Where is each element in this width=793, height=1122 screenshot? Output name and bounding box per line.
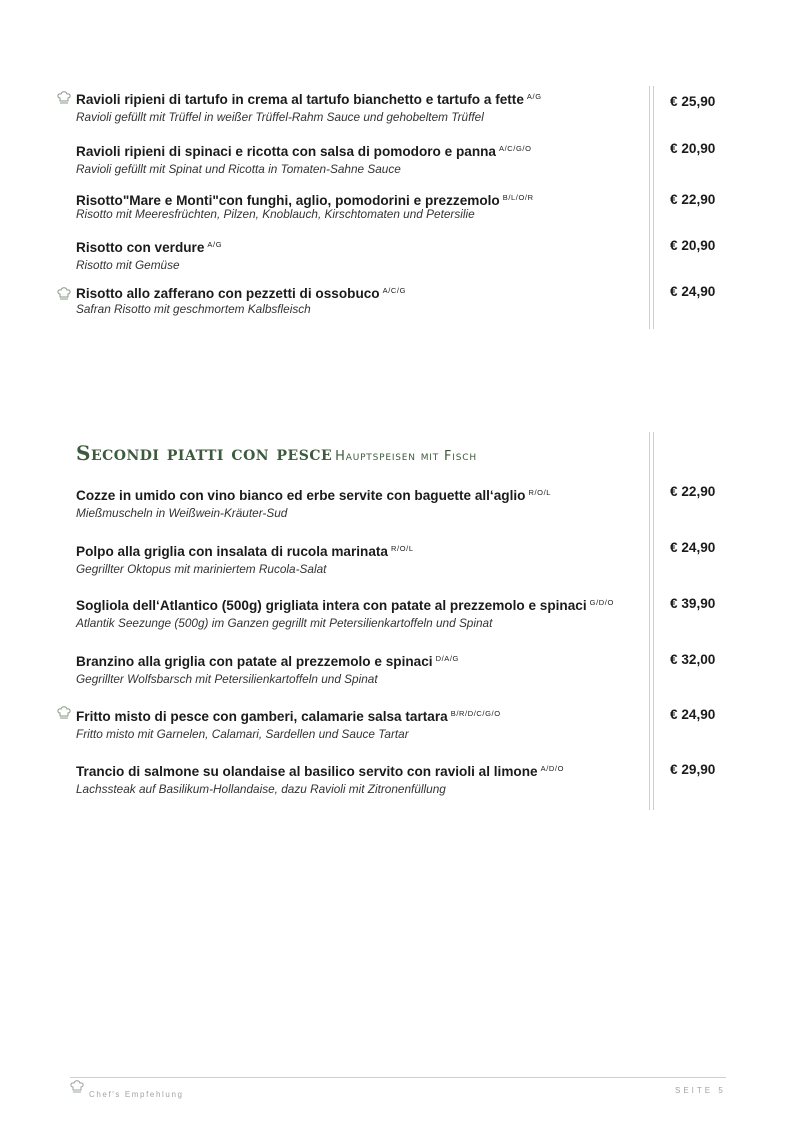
dish-name: Ravioli ripieni di tartufo in crema al tartufo bianchetto e tartufo a fette $^{A/G}$ — [76, 92, 542, 107]
allergen-codes: R/O/L — [391, 544, 414, 553]
chef-hat-icon — [70, 1080, 84, 1096]
menu-item — [76, 485, 656, 521]
dish-price: € 20,90 — [670, 238, 716, 253]
dish-translation: Atlantik Seezunge (500g) im Ganzen gegrillt mit Petersilienkartoffeln und Spinat — [76, 616, 493, 630]
dish-translation: Gegrillter Oktopus mit mariniertem Rucola-Salat — [76, 562, 327, 576]
allergen-codes: A/G — [207, 240, 223, 249]
dish-name: Risotto con verdure $^{A/G}$ — [76, 240, 223, 255]
dish-translation: Ravioli gefüllt mit Spinat und Ricotta in Tomaten-Sahne Sauce — [76, 162, 401, 176]
menu-item — [76, 595, 656, 631]
dish-name: Sogliola dell‘Atlantico (500g) grigliata intera con patate al prezzemolo e spinaci $^{G/D/O}$ — [76, 598, 614, 613]
dish-name: Risotto allo zafferano con pezzetti di ossobuco $^{A/C/G}$ — [76, 286, 407, 301]
dish-price: € 24,90 — [670, 707, 716, 722]
section-title — [76, 441, 477, 465]
menu-item — [76, 706, 656, 742]
chef-hat-icon — [57, 91, 71, 107]
allergen-codes: A/D/O — [540, 764, 565, 773]
dish-name: Risotto"Mare e Monti"con funghi, aglio, pomodorini e prezzemolo $^{B/L/O/R}$ — [76, 193, 534, 208]
dish-translation: Mießmuscheln in Weißwein-Kräuter-Sud — [76, 506, 288, 520]
menu-item — [76, 190, 656, 222]
dish-name: Polpo alla griglia con insalata di rucola marinata $^{R/O/L}$ — [76, 544, 414, 559]
menu-item — [76, 651, 656, 687]
dish-price: € 25,90 — [670, 94, 716, 109]
dish-translation: Ravioli gefüllt mit Trüffel in weißer Trüffel-Rahm Sauce und gehobeltem Trüffel — [76, 110, 484, 124]
dish-price: € 24,90 — [670, 540, 716, 555]
dish-name: Cozze in umido con vino bianco ed erbe servite con baguette all‘aglio $^{R/O/L}$ — [76, 488, 552, 503]
dish-translation: Gegrillter Wolfsbarsch mit Petersilienkartoffeln und Spinat — [76, 672, 378, 686]
allergen-codes: A/G — [526, 92, 542, 101]
page-number: SEITE 5 — [675, 1086, 726, 1095]
allergen-codes: A/C/G/O — [499, 144, 532, 153]
menu-item — [76, 141, 656, 177]
dish-name: Ravioli ripieni di spinaci e ricotta con salsa di pomodoro e panna $^{A/C/G/O}$ — [76, 144, 532, 159]
allergen-codes: D/A/G — [435, 654, 459, 663]
dish-translation: Risotto mit Meeresfrüchten, Pilzen, Knoblauch, Kirschtomaten und Petersilie — [76, 207, 475, 221]
dish-price: € 29,90 — [670, 762, 716, 777]
allergen-codes: B/R/D/C/G/O — [450, 709, 501, 718]
menu-item — [76, 541, 656, 577]
chef-recommendation-legend: Chef's Empfehlung — [89, 1090, 184, 1099]
dish-translation: Risotto mit Gemüse — [76, 258, 180, 272]
allergen-codes: G/D/O — [589, 598, 614, 607]
dish-name: Fritto misto di pesce con gamberi, calamarie salsa tartara $^{B/R/D/C/G/O}$ — [76, 709, 501, 724]
chef-hat-icon — [57, 287, 71, 303]
menu-item — [76, 89, 656, 125]
allergen-codes: B/L/O/R — [502, 193, 534, 202]
dish-name: Trancio di salmone su olandaise al basilico servito con ravioli al limone $^{A/D/O}$ — [76, 764, 565, 779]
dish-translation: Safran Risotto mit geschmortem Kalbsfleisch — [76, 302, 311, 316]
dish-name: Branzino alla griglia con patate al prezzemolo e spinaci $^{D/A/G}$ — [76, 654, 459, 669]
dish-translation: Lachssteak auf Basilikum-Hollandaise, dazu Ravioli mit Zitronenfüllung — [76, 782, 446, 796]
dish-price: € 20,90 — [670, 141, 716, 156]
dish-translation: Fritto misto mit Garnelen, Calamari, Sardellen und Sauce Tartar — [76, 727, 409, 741]
menu-item — [76, 283, 656, 317]
allergen-codes: A/C/G — [382, 286, 407, 295]
menu-item — [76, 237, 656, 273]
section-title-sub: Hauptspeisen mit Fisch — [335, 449, 477, 464]
dish-price: € 24,90 — [670, 284, 716, 299]
dish-price: € 32,00 — [670, 652, 716, 667]
allergen-codes: R/O/L — [528, 488, 552, 497]
section-title-main: Secondi piatti con pesce — [76, 441, 333, 465]
dish-price: € 22,90 — [670, 192, 716, 207]
footer-rule — [70, 1077, 726, 1078]
menu-item — [76, 761, 656, 797]
dish-price: € 22,90 — [670, 484, 716, 499]
dish-price: € 39,90 — [670, 596, 716, 611]
chef-hat-icon — [57, 706, 71, 722]
